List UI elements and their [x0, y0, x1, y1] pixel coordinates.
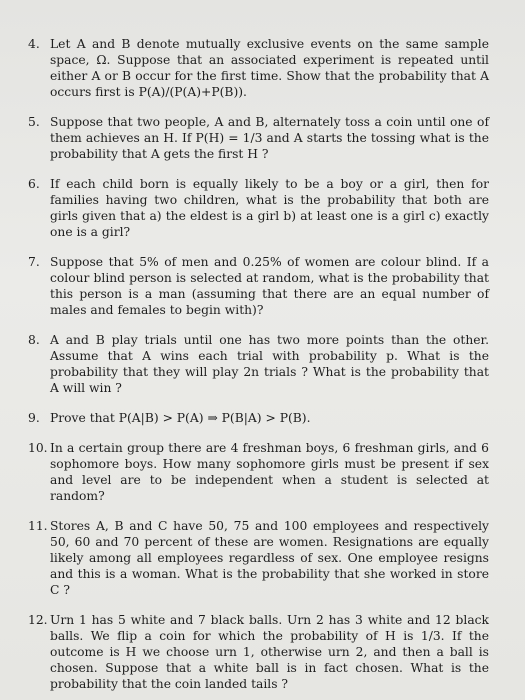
problem-7 [28, 254, 489, 318]
problem-10 [28, 440, 489, 504]
problem-text: Urn 1 has 5 white and 7 black balls. Urn 2 has 3 white and 12 black balls. We flip a coin for which the probability of H is 1/3. If the outcome is H we choose urn 1, otherwise urn 2, and then a ball is chosen. Suppose that a white ball is in fact chosen. What is the probability that the coin landed tails ? [50, 613, 489, 691]
problem-11 [28, 518, 489, 598]
problem-4 [28, 36, 489, 100]
problem-text: A and B play trials until one has two more points than the other. Assume that A wins each trial with probability p. What is the probability that they will play 2n trials ? What is the probability that A will win ? [50, 333, 489, 395]
problem-text: Stores A, B and C have 50, 75 and 100 employees and respectively 50, 60 and 70 percent of these are women. Resignations are equally likely among all employees regardless of sex. One employee resigns and this is a woman. What is the probability that she worked in store C ? [50, 519, 489, 597]
problem-number: 9. [28, 411, 40, 425]
problem-text: If each child born is equally likely to be a boy or a girl, then for families having two children, what is the probability that both are girls given that a) the eldest is a girl b) at least one is a girl c) exactly one is a girl? [50, 177, 489, 239]
problem-number: 6. [28, 177, 40, 191]
problem-number: 11. [28, 519, 48, 533]
problem-6 [28, 176, 489, 240]
problem-number: 4. [28, 37, 40, 51]
problem-text: Prove that P(A|B) > P(A) ⇒ P(B|A) > P(B). [50, 411, 311, 425]
problem-8 [28, 332, 489, 396]
problem-text: Let A and B denote mutually exclusive events on the same sample space, Ω. Suppose that an associated experiment is repeated until either A or B occur for the first time. Show that the probability that A occurs first is P(A)/(P(A)+P(B)). [50, 37, 489, 99]
problem-number: 5. [28, 115, 40, 129]
problem-5 [28, 114, 489, 162]
problem-text: Suppose that 5% of men and 0.25% of women are colour blind. If a colour blind person is selected at random, what is the probability that this person is a man (assuming that there are an equal number of males and females to begin with)? [50, 255, 489, 317]
problem-12 [28, 612, 489, 692]
problem-text: Suppose that two people, A and B, alternately toss a coin until one of them achieves an H. If P(H) = 1/3 and A starts the tossing what is the probability that A gets the first H ? [50, 115, 489, 161]
problem-number: 12. [28, 613, 48, 627]
problem-9 [28, 410, 489, 426]
problem-text: In a certain group there are 4 freshman boys, 6 freshman girls, and 6 sophomore boys. How many sophomore girls must be present if sex and level are to be independent when a student is selected at random? [50, 441, 489, 503]
problem-number: 10. [28, 441, 48, 455]
problem-number: 7. [28, 255, 40, 269]
problem-number: 8. [28, 333, 40, 347]
